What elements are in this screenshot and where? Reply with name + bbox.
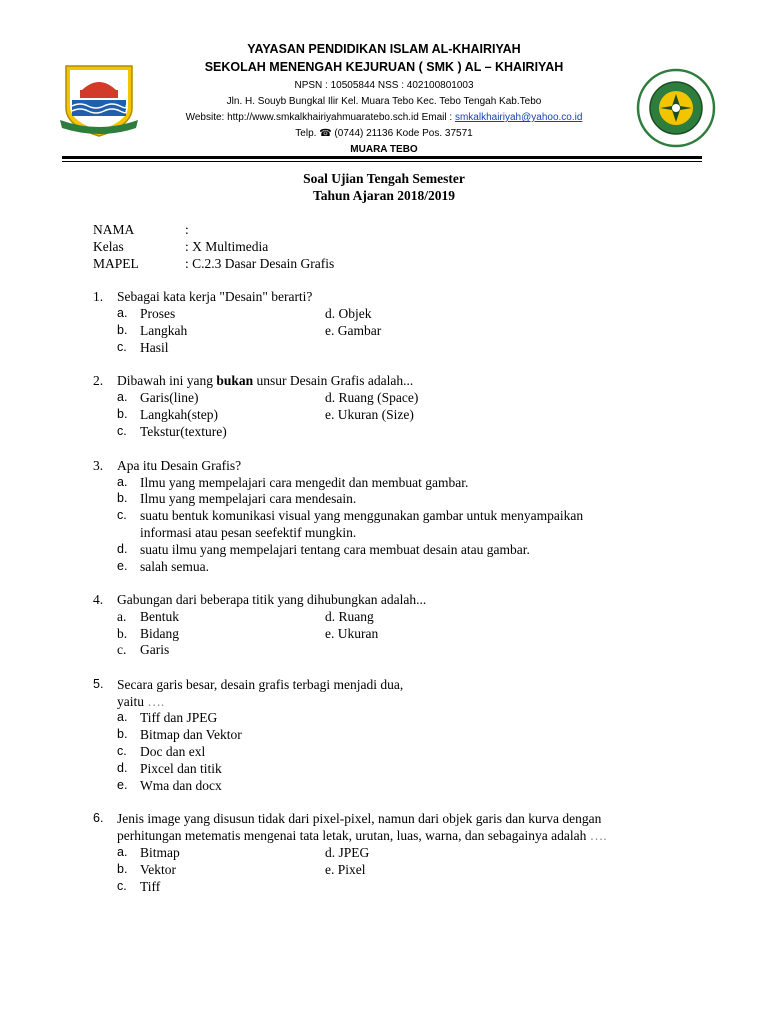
option-letter: b. — [117, 491, 128, 505]
option-text: e. Ukuran — [325, 626, 379, 641]
option-text: suatu bentuk komunikasi visual yang menggunakan gambar untuk menyampaikan — [140, 508, 584, 523]
question-text: Jenis image yang disusun tidak dari pixel-pixel, namun dari objek garis dan kurva dengan — [117, 811, 602, 826]
question-number: 6. — [93, 811, 104, 825]
option-text: d. Ruang (Space) — [325, 390, 419, 405]
question-text-part: Dibawah ini yang — [117, 373, 217, 388]
phone-icon: ☎ — [319, 128, 332, 139]
option-text: Ilmu yang mempelajari cara mengedit dan membuat gambar. — [140, 475, 469, 490]
option-text: Hasil — [140, 340, 169, 355]
option-text: Garis(line) — [140, 390, 199, 405]
option-text: e. Gambar — [325, 323, 382, 338]
option-text: d. Ruang — [325, 609, 374, 624]
school-npsn: NPSN : 10505844 NSS : 402100801003 — [294, 80, 474, 91]
option-letter: b. — [117, 323, 128, 337]
option-letter: c. — [117, 424, 127, 438]
option-text: Langkah(step) — [140, 407, 218, 422]
option-letter: c. — [117, 340, 127, 354]
exam-title: Soal Ujian Tengah Semester — [303, 171, 465, 186]
kelas-label: Kelas — [93, 239, 124, 254]
school-letterhead — [0, 40, 768, 158]
header-divider-thin — [62, 161, 702, 162]
question-number: 5. — [93, 677, 104, 691]
question-text-part: unsur Desain Grafis adalah... — [253, 373, 414, 388]
question-number: 3. — [93, 458, 104, 473]
option-letter: d. — [117, 761, 128, 775]
school-city: MUARA TEBO — [350, 144, 418, 155]
option-letter: d. — [117, 542, 128, 556]
option-letter: a. — [117, 845, 128, 859]
option-text: Langkah — [140, 323, 188, 338]
question-text-continued — [117, 827, 607, 844]
phone-label: Telp. — [295, 128, 320, 139]
option-letter: a. — [117, 475, 128, 489]
school-name: SEKOLAH MENENGAH KEJURUAN ( SMK ) AL – KHAIRIYAH — [204, 60, 564, 74]
school-contact-web — [0, 110, 768, 126]
question-text: Sebagai kata kerja "Desain" berarti? — [117, 289, 313, 304]
option-letter: c. — [117, 879, 127, 893]
question-text — [117, 372, 413, 389]
question-text: Gabungan dari beberapa titik yang dihubungkan adalah... — [117, 592, 427, 607]
option-text: Doc dan exl — [140, 744, 206, 759]
option-text: e. Pixel — [325, 862, 366, 877]
question-text-part: perhitungan metematis mengenai tata letak, urutan, luas, warna, dan sebagainya adalah — [117, 828, 587, 843]
option-text: Bitmap dan Vektor — [140, 727, 242, 742]
school-address: Jln. H. Souyb Bungkal Ilir Kel. Muara Tebo Kec. Tebo Tengah Kab.Tebo — [226, 96, 542, 107]
nama-value: : — [185, 222, 189, 237]
option-text: salah semua. — [140, 559, 209, 574]
option-letter: b. — [117, 727, 128, 741]
option-text: d. Objek — [325, 306, 372, 321]
question-text-continued — [117, 693, 164, 710]
option-text: Wma dan docx — [140, 778, 222, 793]
option-text: Proses — [140, 306, 176, 321]
option-letter: a. — [117, 390, 128, 404]
option-text-continued: informasi atau pesan seefektif mungkin. — [140, 525, 357, 540]
option-text: Pixcel dan titik — [140, 761, 222, 776]
option-text: Vektor — [140, 862, 176, 877]
option-text: Ilmu yang mempelajari cara mendesain. — [140, 491, 357, 506]
option-letter: a. — [117, 710, 128, 724]
phone-number: (0744) 21136 Kode Pos. 37571 — [331, 128, 473, 139]
question-number: 4. — [93, 592, 104, 607]
email-link[interactable]: smkalkhairiyah@yahoo.co.id — [454, 112, 583, 123]
option-text: d. JPEG — [325, 845, 370, 860]
option-letter: a. — [117, 609, 127, 624]
option-letter: c. — [117, 642, 127, 657]
question-text: Secara garis besar, desain grafis terbagi menjadi dua, — [117, 677, 404, 692]
option-letter: e. — [117, 778, 128, 792]
kelas-value: : X Multimedia — [185, 239, 269, 254]
mapel-label: MAPEL — [93, 256, 139, 271]
option-letter: e. — [117, 559, 128, 573]
question-number: 1. — [93, 289, 104, 304]
option-letter: c. — [117, 744, 127, 758]
school-phone — [0, 126, 768, 142]
question-text: Apa itu Desain Grafis? — [117, 458, 242, 473]
option-letter: b. — [117, 626, 128, 641]
question-number: 2. — [93, 373, 104, 388]
option-text: Bentuk — [140, 609, 179, 624]
option-letter: b. — [117, 862, 128, 876]
option-letter: b. — [117, 407, 128, 421]
option-text: suatu ilmu yang mempelajari tentang cara membuat desain atau gambar. — [140, 542, 530, 557]
option-text: Tekstur(texture) — [140, 424, 227, 439]
option-text: e. Ukuran (Size) — [325, 407, 414, 422]
header-divider-thick — [62, 156, 702, 159]
foundation-name: YAYASAN PENDIDIKAN ISLAM AL-KHAIRIYAH — [247, 42, 521, 56]
option-text: Garis — [140, 642, 170, 657]
question-emphasis: bukan — [216, 373, 254, 388]
option-letter: a. — [117, 306, 128, 320]
option-text: Bitmap — [140, 845, 180, 860]
option-letter: c. — [117, 508, 127, 522]
answer-blank-dots: …. — [586, 828, 607, 843]
option-text: Bidang — [140, 626, 179, 641]
mapel-value: : C.2.3 Dasar Desain Grafis — [185, 256, 335, 271]
nama-label: NAMA — [93, 222, 135, 237]
answer-blank-dots: …. — [144, 694, 165, 709]
website-text: Website: http://www.smkalkhairiyahmuaratebo.sch.id Email : — [185, 112, 455, 123]
option-text: Tiff dan JPEG — [140, 710, 218, 725]
exam-year: Tahun Ajaran 2018/2019 — [312, 188, 456, 203]
option-text: Tiff — [140, 879, 161, 894]
question-text-part: yaitu — [117, 694, 144, 709]
